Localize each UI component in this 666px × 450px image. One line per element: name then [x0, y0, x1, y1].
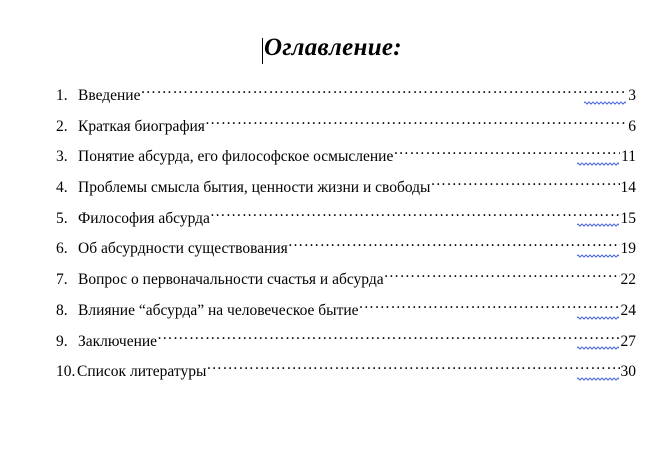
toc-entry-page: 24	[620, 301, 636, 319]
toc-dot-leader	[359, 293, 620, 315]
toc-entry-text: Вопрос о первоначальности счастья и абсурда	[78, 271, 384, 289]
toc-entry-number: 3.	[56, 148, 68, 166]
toc-entry-text: Об абсурдности существования	[78, 240, 288, 258]
toc-entry[interactable]	[56, 78, 636, 109]
toc-entry-text: Краткая биография	[78, 117, 205, 135]
spellcheck-underline	[577, 316, 619, 320]
toc-entry-page: 15	[620, 209, 636, 227]
toc-entry-text: Понятие абсурда, его философское осмысление	[78, 148, 394, 166]
spellcheck-underline	[584, 101, 626, 105]
toc-entry-number: 5.	[56, 209, 68, 227]
toc-entry[interactable]	[56, 109, 636, 140]
toc-dot-leader	[384, 262, 620, 284]
toc-entry[interactable]	[56, 170, 636, 201]
toc-dot-leader	[430, 170, 619, 192]
toc-entry-number: 1.	[56, 87, 68, 104]
toc-list	[56, 78, 636, 385]
toc-entry[interactable]	[56, 262, 636, 293]
toc-entry-number: 6.	[56, 240, 68, 258]
toc-entry-text: Влияние “абсурда” на человеческое бытие	[78, 301, 359, 319]
spellcheck-underline	[577, 377, 619, 381]
toc-entry-page: 27	[620, 332, 636, 350]
toc-entry-page: 22	[620, 271, 636, 289]
toc-entry[interactable]	[56, 354, 636, 385]
text-cursor	[262, 38, 263, 64]
toc-entry-page: 6	[628, 117, 636, 135]
toc-entry[interactable]	[56, 231, 636, 262]
toc-entry-number: 4.	[56, 179, 68, 197]
spellcheck-underline	[577, 346, 619, 350]
toc-entry-text: Введение	[78, 87, 141, 104]
toc-dot-leader	[157, 324, 619, 346]
toc-entry-number: 2.	[56, 117, 68, 135]
toc-entry-number: 7.	[56, 271, 68, 289]
toc-entry[interactable]	[56, 324, 636, 355]
spellcheck-underline	[577, 254, 619, 258]
toc-entry-number: 8.	[56, 301, 68, 319]
spellcheck-underline	[577, 223, 619, 227]
toc-entry-number: 9.	[56, 332, 68, 350]
toc-entry-number: 10.	[56, 363, 76, 381]
toc-dot-leader	[393, 139, 620, 161]
toc-entry[interactable]	[56, 201, 636, 232]
toc-dot-leader	[206, 354, 619, 376]
toc-entry-page: 19	[620, 240, 636, 258]
toc-dot-leader	[288, 231, 620, 253]
toc-dot-leader	[210, 201, 620, 223]
toc-entry-page: 14	[620, 179, 636, 197]
toc-entry[interactable]	[56, 293, 636, 324]
toc-entry-text: Заключение	[78, 332, 158, 350]
toc-entry-text: Проблемы смысла бытия, ценности жизни и свободы	[78, 179, 431, 197]
toc-dot-leader	[205, 109, 627, 131]
toc-entry[interactable]	[56, 139, 636, 170]
toc-entry-text: Философия абсурда	[78, 209, 210, 227]
toc-entry-page: 3	[628, 87, 636, 104]
toc-dot-leader	[140, 78, 627, 100]
toc-entry-text: Список литературы	[77, 363, 207, 381]
toc-entry-page: 11	[621, 148, 636, 166]
spellcheck-underline	[577, 162, 619, 166]
toc-title: Оглавление:	[264, 34, 402, 61]
toc-entry-page: 30	[620, 363, 636, 381]
